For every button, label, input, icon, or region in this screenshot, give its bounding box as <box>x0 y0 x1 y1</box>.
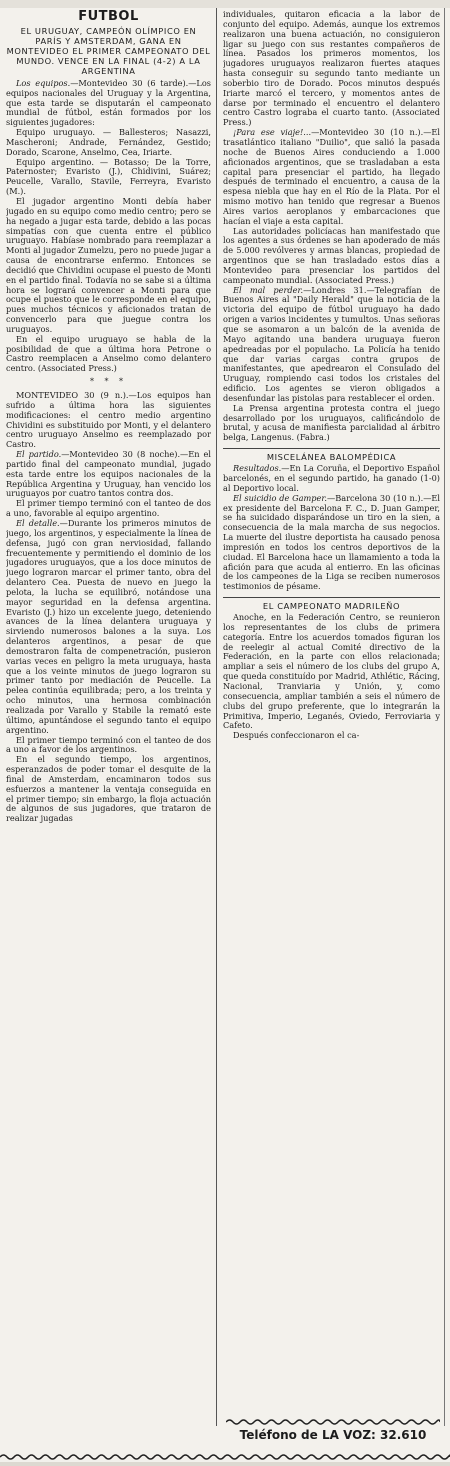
article-paragraph <box>223 494 440 592</box>
column-rule <box>216 8 217 1426</box>
subhead-lead: Resultados. <box>233 463 282 474</box>
phone-advertisement: Teléfono de LA VOZ: 32.610 <box>239 1428 427 1442</box>
page-bottom-strip <box>0 1462 450 1466</box>
section-separator <box>223 597 440 598</box>
paragraph-text: —Montevideo 30 (6 tarde).—Los equipos nacionales del Uruguay y la Argentina, que esta tarde se disputarán el campeonato mundial de fútbol, están formados por los siguientes jugadores: <box>6 77 211 128</box>
article-paragraph: La Prensa argentina protesta contra el juego desarrollado por los uruguayos, calificándolo de brutal, y acusa de manifiesta parcialidad al árbitro belga, Langenus. (Fabra.) <box>223 402 440 443</box>
article-paragraph: En el segundo tiempo, los argentinos, esperanzados de poder tomar el desquite de la final de Amsterdam, encaminaron todos sus esfuerzos a mantener la ventaja conseguida en el primer tiempo; sin embargo, la floja actuación de algunos de sus jugadores, que trataron de realizar jugadas <box>6 754 211 824</box>
subhead-lead: El partido. <box>16 449 62 460</box>
paragraph-text: —Montevideo 30 (8 noche).—En el partido final del campeonato mundial, jugado esta tarde entre los equipos nacionales de la República Argentina y Uruguay, han vencido los uruguayos por cuatro tantos contra dos. <box>6 449 211 499</box>
article-paragraph <box>6 79 211 128</box>
article-paragraph: El jugador argentino Monti debía haber jugado en su equipo como medio centro; pero se ha negado a jugar esta tarde, debido a las pocas simpatías con que cuenta entre el público uruguayo. Habíase nombrado para reemplazar a Monti al jugador Zumelzu, pero no puede jugar a causa de encontrarse enfermo. Entonces se decidió que Chividini ocupase el puesto de Monti en el partido final. Todavía no se sabe si a última hora se logrará convencer a Monti para que ocupe el puesto que le corresponde en el equipo, pues muchos técnicos y aficionados tratan de convencerlo para que juegue contra los uruguayos. <box>6 195 211 334</box>
article-paragraph: En el equipo uruguayo se habla de la posibilidad de que a última hora Petrone o Castro reemplacen a Anselmo como delantero centro. (Associated Press.) <box>6 333 211 374</box>
right-column <box>223 10 440 1426</box>
wave-border-bottom <box>0 1452 450 1462</box>
paragraph-text: —Londres 31.—Telegrafían de Buenos Aires al "Daily Herald" que la noticia de la victoria del equipo de fútbol uruguayo ha dado origen a varios incidentes y tumultos. Unas señoras que se asomaron a un balcón de la avenida de Mayo agitando una bandera uruguaya fueron apedreadas por el populacho. La Policía ha tenido que dar varias cargas contra grupos de manifestantes, que apedrearon el Consulado del Uruguay, rompiendo casi todos los cristales del edificio. Los agentes se vieron obligados a desenfundar las pistolas para restablecer el orden. <box>223 284 440 403</box>
left-column <box>6 10 211 1426</box>
section-heading: EL CAMPEONATO MADRILEÑO <box>262 601 401 612</box>
uruguay-lineup: Equipo uruguayo. — Ballesteros; Nasazzi, Mascheroni; Andrade, Fernández, Gestido; Dorado, Scarone, Anselmo, Cea, Iriarte. <box>6 127 211 157</box>
article-paragraph <box>223 128 440 226</box>
subhead-lead: El mal perder. <box>233 284 304 295</box>
article-paragraph <box>6 519 211 736</box>
article-paragraph: MONTEVIDEO 30 (9 n.).—Los equipos han sufrido a última hora las siguientes modificaciones: el centro medio argentino Chividini es substituido por Monti, y el delantero centro uruguayo Anselmo es reemplazado por Castro. <box>6 390 211 450</box>
article-paragraph <box>223 286 440 404</box>
subhead-lead: El suicidio de Gamper. <box>233 492 328 503</box>
paragraph-text: —Montevideo 30 (10 n.).—El trasatlántico italiano "Duilio", que salió la pasada noche de Buenos Aires conduciendo a 1.000 aficionados argentinos, que se trasladaban a esta capital para presenciar el partido, ha llegado después de terminado el encuentro, a causa de la espesa niebla que hay en el Río de la Plata. Por el mismo motivo han tenido que regresar a Buenos Aires varios aeroplanos y embarcaciones que hacían el viaje a esta capital. <box>223 127 440 226</box>
subhead-lead: Los equipos. <box>16 77 71 88</box>
wave-border-top <box>226 1418 440 1426</box>
article-paragraph: El primer tiempo terminó con el tanteo de dos a uno a favor de los argentinos. <box>6 734 211 755</box>
argentina-lineup: Equipo argentino. — Botasso; De la Torre, Paternoster; Evaristo (J.), Chidivini, Suárez; Peucelle, Varallo, Stavile, Ferreyra, Evaristo (M.). <box>6 156 211 197</box>
article-paragraph <box>6 450 211 499</box>
section-title: FUTBOL <box>78 10 139 24</box>
main-headline: EL URUGUAY, CAMPEÓN OLÍMPICO EN PARÍS Y AMSTERDAM, GANA EN MONTEVIDEO EL PRIMER CAMPEONATO DEL MUNDO. VENCE EN LA FINAL (4-2) A LA ARGENTINA <box>6 25 211 76</box>
page-top-strip <box>0 0 450 8</box>
section-divider: * * * <box>89 377 128 387</box>
paragraph-text: —En La Coruña, el Deportivo Español barcelonés, en el segundo partido, ha ganado (1-0) al Deportivo local. <box>223 463 440 493</box>
section-separator <box>223 448 440 449</box>
subhead-lead: ¡Para ese viaje!... <box>233 127 312 138</box>
column-rule-right <box>444 8 445 1426</box>
article-paragraph <box>223 464 440 494</box>
subhead-lead: El detalle. <box>16 517 60 528</box>
article-paragraph: Anoche, en la Federación Centro, se reunieron los representantes de los clubs de primera categoría. Entre los acuerdos tomados figuran los de reelegir al actual Comité directivo de la Federación, en la parte con ellos relacionada; ampliar a seis el número de los clubs del grupo A, que queda constituído por Madrid, Athlétic, Rácing, Nacional, Tranviaria y Unión, y, como consecuencia, ampliar también a seis el número de clubs del grupo preferente, que lo integrarán la Primitiva, Imperio, Leganés, Oviedo, Ferroviaria y Cafeto. <box>223 612 440 731</box>
article-paragraph: Las autoridades policíacas han manifestado que los agentes a sus órdenes se han apoderado de más de 5.000 revólveres y armas blancas, propiedad de argentinos que se han trasladado estos días a Montevideo para presenciar los partidos del campeonato mundial. (Associated Press.) <box>223 225 440 285</box>
article-paragraph: El primer tiempo terminó con el tanteo de dos a uno, favorable al equipo argentino. <box>6 498 211 519</box>
paragraph-text: —Durante los primeros minutos de juego, los argentinos, y especialmente la línea de defensa, jugó con gran nerviosidad, fallando frecuentemente y permitiendo el dominio de los jugadores uruguayos, que a los doce minutos de juego lograron marcar el primer tanto, obra del delantero Cea. Puesta de nuevo en juego la pelota, la lucha se equilibró, notándose una mayor seguridad en la defensa argentina. Evaristo (J.) hizo un excelente juego, deteniendo avances de la línea delantera uruguaya y sirviendo numerosos balones a la suya. Los delanteros argentinos, a pesar de que demostraron falta de compenetración, pusieron varias veces en peligro la meta uruguaya, hasta que a los veinte minutos de juego lograron su primer tanto por mediación de Peucelle. La pelea continúa equilibrada; pero, a los treinta y ocho minutos, una hermosa combinación realizada por Varallo y Stabile la remató este último, apuntándose el segundo tanto el equipo argentino. <box>6 517 211 735</box>
paragraph-text: —Barcelona 30 (10 n.).—El ex presidente del Barcelona F. C., D. Juan Gamper, se ha suicidado disparándose un tiro en la sien, a consecuencia de la mala marcha de sus negocios. La muerte del ilustre deportista ha causado penosa impresión en todos los centros deportivos de la ciudad. El Barcelona hace un llamamiento a toda la afición para que acuda al entierro. En las oficinas de los campeones de la Liga se reciben numerosos testimonios de pésame. <box>223 492 440 592</box>
article-paragraph: Después confeccionaron el ca- <box>233 730 360 741</box>
section-heading: MISCELÁNEA BALOMPÉDICA <box>266 452 397 463</box>
article-paragraph: individuales, quitaron eficacia a la labor de conjunto del equipo. Además, aunque los extremos realizaron una buena actuación, no consiguieron ligar su juego con sus restantes compañeros de línea. Pasados los primeros momentos, los jugadores uruguayos realizaron fuertes ataques hasta conseguir su segundo tanto mediante un soberbio tiro de Dorado. Pocos minutos después Iriarte marcó el tercero, y momentos antes de darse por terminado el encuentro el delantero centro Castro lograba el cuarto tanto. (Associated Press.) <box>223 10 440 128</box>
